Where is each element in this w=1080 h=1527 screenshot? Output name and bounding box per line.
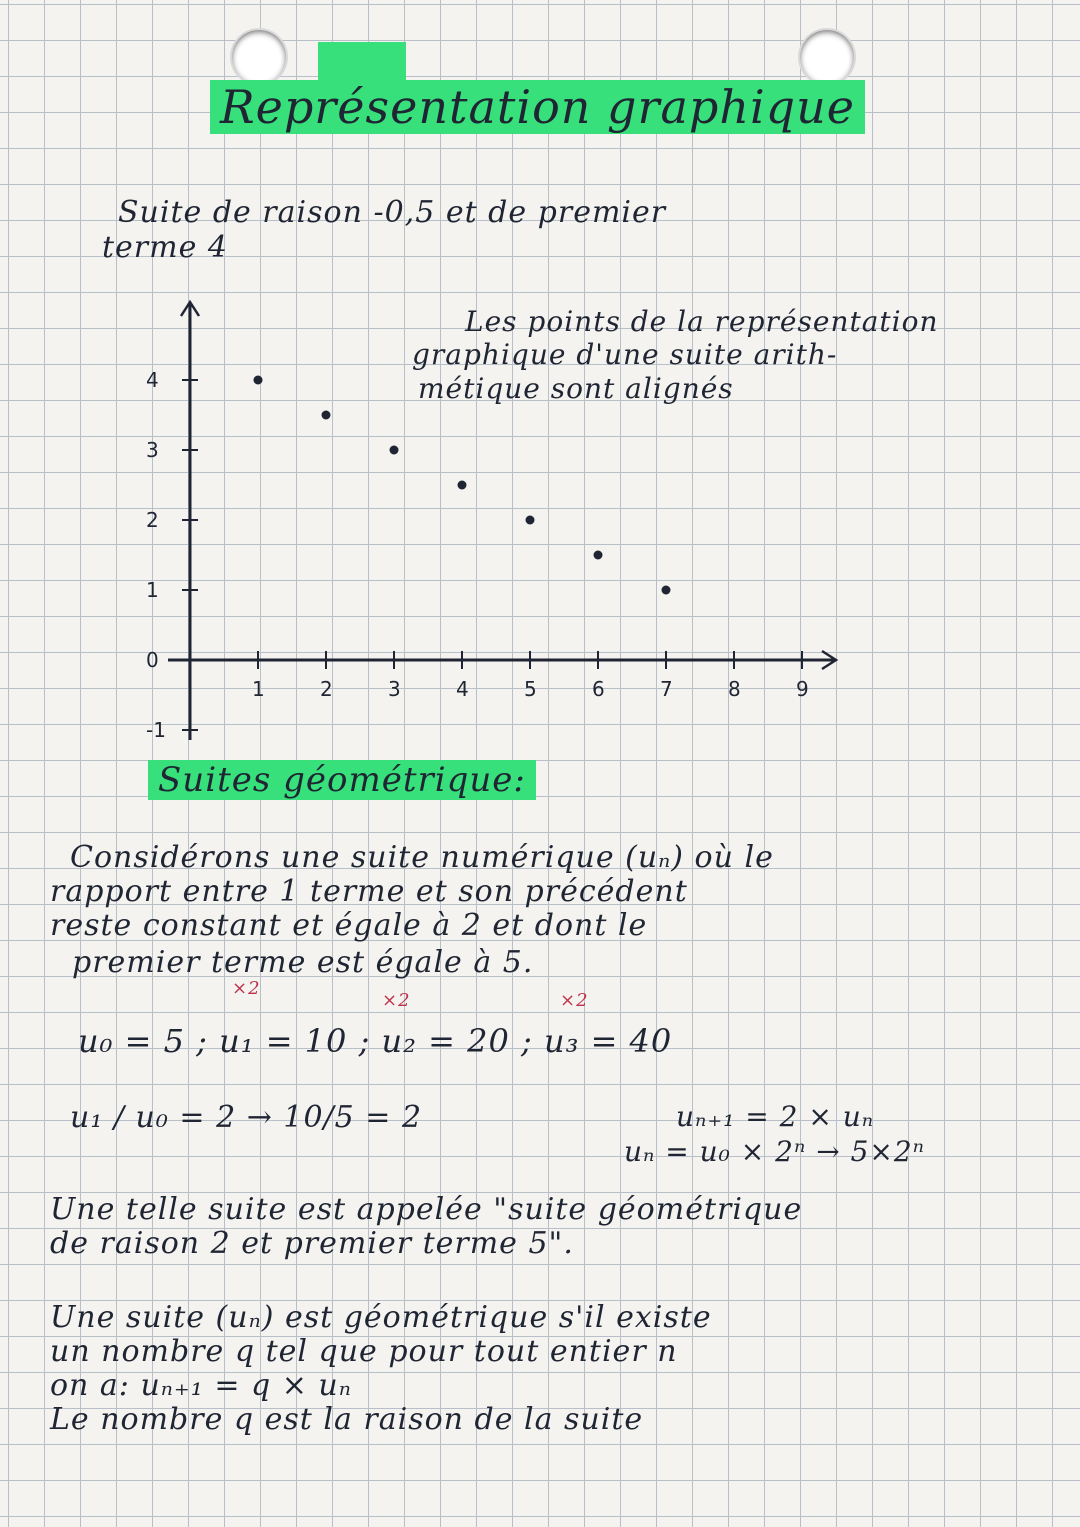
data-point-4: [458, 481, 467, 490]
page-title: Représentation graphique: [210, 80, 865, 134]
x-tick-label-1: 1: [252, 677, 265, 701]
y-tick-label-1: 1: [146, 578, 159, 602]
y-tick-label-0: 0: [146, 648, 159, 672]
data-point-3: [390, 446, 399, 455]
data-point-1: [254, 376, 263, 385]
x-tick-label-7: 7: [660, 677, 673, 701]
x-tick-label-3: 3: [388, 677, 401, 701]
paragraph-line-1: Considérons une suite numérique (uₙ) où le: [70, 840, 774, 875]
intro-line-1: Suite de raison -0,5 et de premier: [118, 195, 667, 230]
y-tick-label-3: 3: [146, 438, 159, 462]
paragraph-line-3: reste constant et égale à 2 et dont le: [50, 908, 648, 943]
explicit-formula: uₙ = u₀ × 2ⁿ → 5×2ⁿ: [624, 1135, 926, 1168]
multiplier-label-2: ×2: [382, 990, 411, 1011]
recurrence-formula: uₙ₊₁ = 2 × uₙ: [676, 1100, 875, 1133]
note-line-2: graphique d'une suite arith-: [412, 338, 838, 371]
x-tick-label-5: 5: [524, 677, 537, 701]
data-point-7: [662, 586, 671, 595]
intro-line-2: terme 4: [102, 230, 228, 265]
scatter-chart: [120, 280, 880, 750]
y-tick-label-4: 4: [146, 368, 159, 392]
multiplier-label-1: ×2: [232, 978, 261, 999]
punch-hole-left: [232, 30, 286, 84]
general-def-line-1: Une suite (uₙ) est géométrique s'il existe: [50, 1300, 712, 1335]
note-line-3: métique sont alignés: [418, 372, 734, 405]
data-point-5: [526, 516, 535, 525]
general-def-line-2: un nombre q tel que pour tout entier n: [50, 1334, 678, 1369]
sequence-terms: u₀ = 5 ; u₁ = 10 ; u₂ = 20 ; u₃ = 40: [78, 1022, 673, 1060]
x-tick-label-8: 8: [728, 677, 741, 701]
y-tick-label-2: 2: [146, 508, 159, 532]
punch-hole-right: [800, 30, 854, 84]
x-tick-label-4: 4: [456, 677, 469, 701]
title-highlight-mark: [318, 42, 406, 84]
data-point-2: [322, 411, 331, 420]
paragraph-line-2: rapport entre 1 terme et son précédent: [50, 874, 688, 909]
x-tick-label-6: 6: [592, 677, 605, 701]
paragraph-line-4: premier terme est égale à 5.: [72, 945, 534, 980]
section-heading: Suites géométrique:: [148, 760, 536, 800]
multiplier-label-3: ×2: [560, 990, 589, 1011]
ratio-formula: u₁ / u₀ = 2 → 10/5 = 2: [70, 1100, 423, 1135]
x-tick-label-9: 9: [796, 677, 809, 701]
y-tick-label--1: -1: [146, 718, 166, 742]
general-def-line-3: on a: uₙ₊₁ = q × uₙ: [50, 1368, 352, 1403]
x-tick-label-2: 2: [320, 677, 333, 701]
definition-line-2: de raison 2 et premier terme 5".: [50, 1226, 574, 1261]
general-def-line-4: Le nombre q est la raison de la suite: [50, 1402, 644, 1437]
note-line-1: Les points de la représentation: [465, 305, 939, 338]
data-point-6: [594, 551, 603, 560]
definition-line-1: Une telle suite est appelée "suite géométrique: [50, 1192, 803, 1227]
